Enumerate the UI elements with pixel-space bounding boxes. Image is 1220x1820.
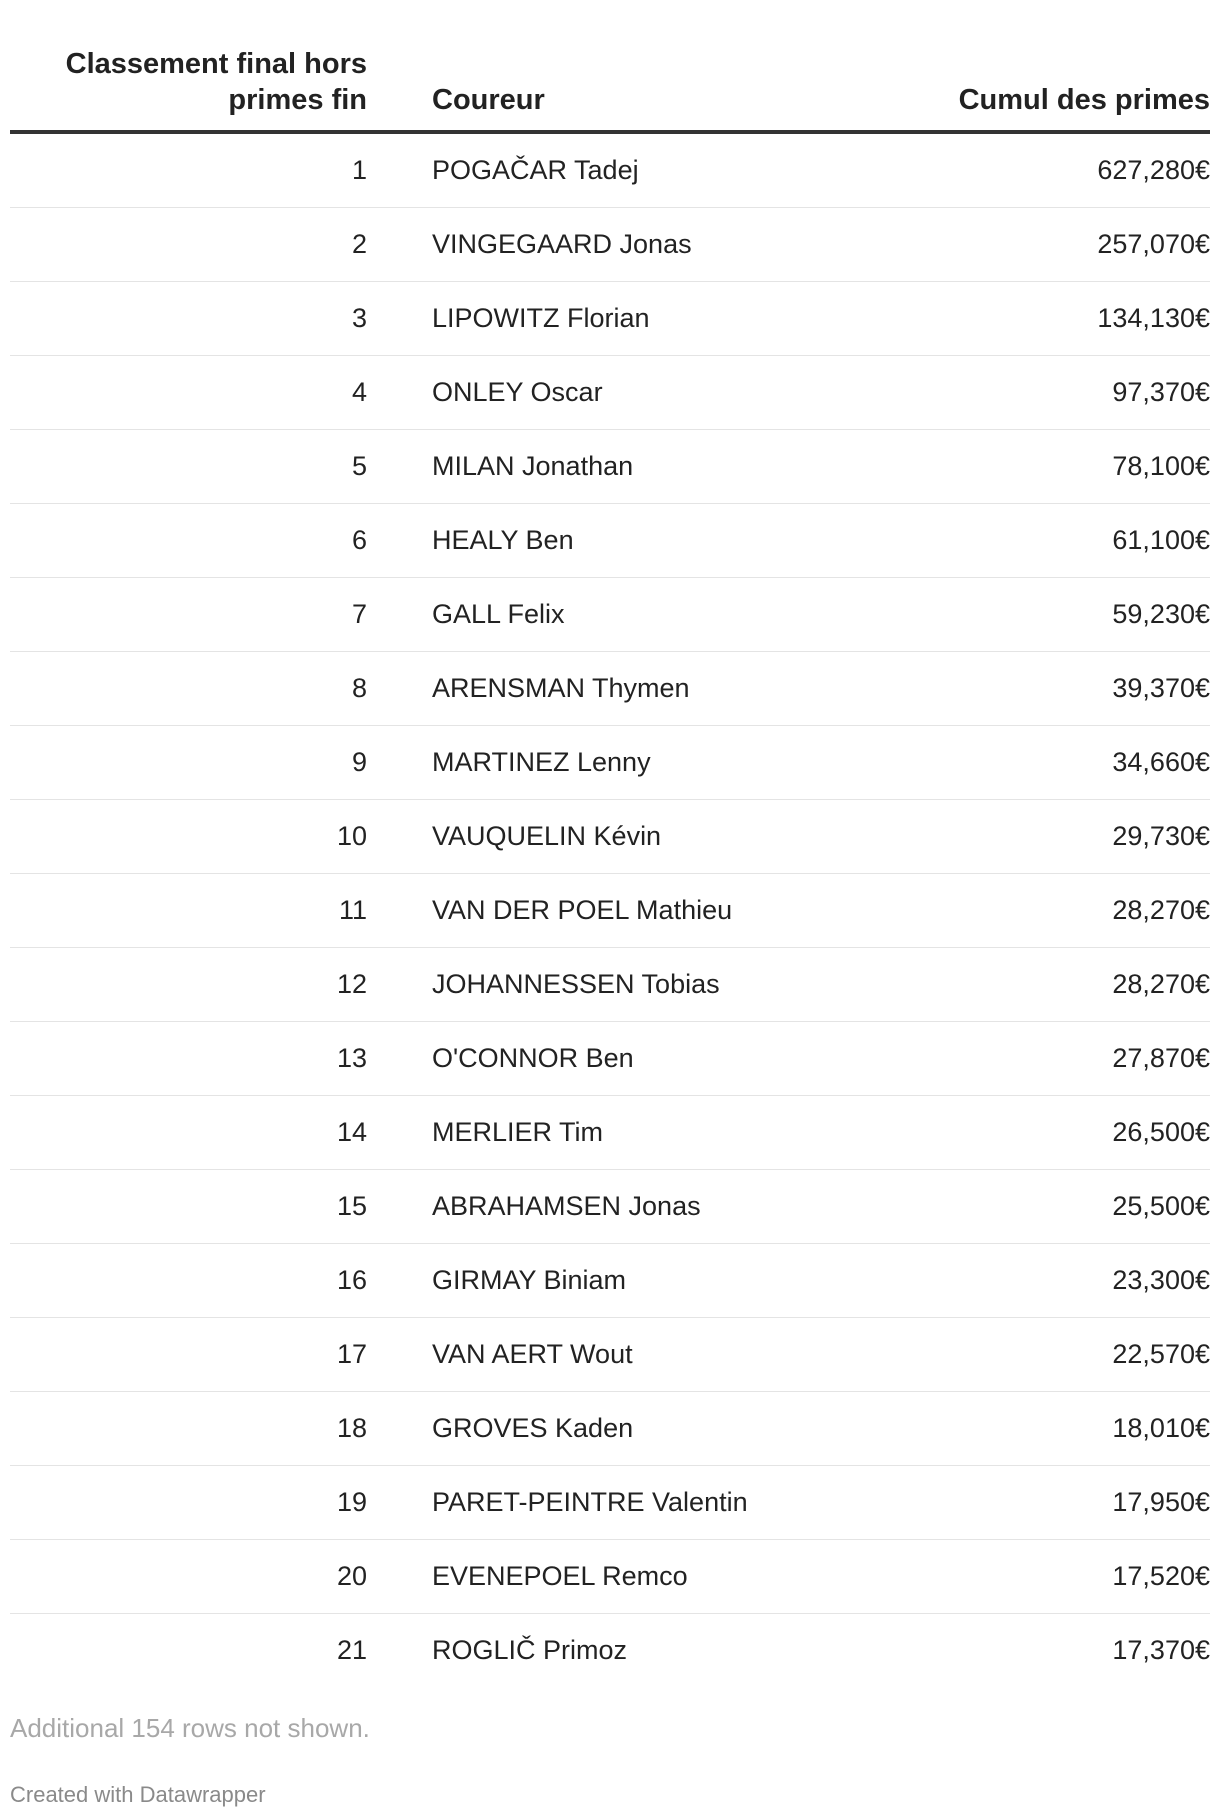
table-row [10,356,1210,430]
prize-cell: 28,270€ [767,874,1210,948]
table-row [10,282,1210,356]
rider-cell: O'CONNOR Ben [367,1022,767,1096]
prize-cell: 17,950€ [767,1466,1210,1540]
table-row [10,652,1210,726]
prize-cell: 34,660€ [767,726,1210,800]
rank-cell: 7 [10,578,367,652]
rider-cell: ABRAHAMSEN Jonas [367,1170,767,1244]
prize-cell: 39,370€ [767,652,1210,726]
table-row [10,504,1210,578]
prize-cell: 17,520€ [767,1540,1210,1614]
table-row [10,800,1210,874]
rider-cell: ARENSMAN Thymen [367,652,767,726]
prize-cell: 29,730€ [767,800,1210,874]
table-row [10,430,1210,504]
rank-cell: 10 [10,800,367,874]
rank-cell: 21 [336,1635,367,1665]
table-row [10,1318,1210,1392]
prize-table [10,40,1210,1687]
rider-cell: ROGLIČ Primoz [432,1635,628,1665]
rider-cell: GIRMAY Biniam [367,1244,767,1318]
rider-cell: MERLIER Tim [367,1096,767,1170]
table-row [10,1096,1210,1170]
table-row [10,726,1210,800]
rank-cell: 5 [10,430,367,504]
table-row [10,578,1210,652]
prize-cell: 17,370€ [1112,1635,1210,1665]
table-row [10,1466,1210,1540]
rank-cell: 9 [10,726,367,800]
table-notes: Additional 154 rows not shown. [10,1713,370,1743]
rider-cell: POGAČAR Tadej [367,132,767,208]
rank-cell: 2 [10,208,367,282]
rider-cell: GROVES Kaden [367,1392,767,1466]
prize-cell: 28,270€ [767,948,1210,1022]
table-row [10,1022,1210,1096]
table-body [10,132,1210,1687]
prize-cell: 627,280€ [767,132,1210,208]
column-header-rank-line1: Classement final hors [65,48,367,80]
rank-cell: 16 [10,1244,367,1318]
table-row [10,208,1210,282]
rank-cell: 17 [10,1318,367,1392]
rank-cell: 3 [10,282,367,356]
rider-cell: VAN AERT Wout [367,1318,767,1392]
rank-cell: 11 [10,874,367,948]
rider-cell: JOHANNESSEN Tobias [367,948,767,1022]
table-row [10,1540,1210,1614]
table-row [10,1614,1210,1688]
prize-cell: 61,100€ [767,504,1210,578]
rank-cell: 18 [10,1392,367,1466]
table-row [10,1244,1210,1318]
rank-cell: 19 [10,1466,367,1540]
table-row [10,1170,1210,1244]
column-header-rank-line2: primes fin [228,84,367,116]
rank-cell: 13 [10,1022,367,1096]
rank-cell: 4 [10,356,367,430]
column-header-rider[interactable]: Coureur [367,40,767,132]
table-row [10,948,1210,1022]
rider-cell: LIPOWITZ Florian [367,282,767,356]
header-row [10,40,1210,132]
table-row [10,1392,1210,1466]
prize-cell: 97,370€ [767,356,1210,430]
prize-cell: 25,500€ [767,1170,1210,1244]
rider-cell: HEALY Ben [367,504,767,578]
rider-cell: GALL Felix [367,578,767,652]
prize-cell: 59,230€ [767,578,1210,652]
rider-cell: MILAN Jonathan [367,430,767,504]
column-header-rank[interactable] [10,40,367,132]
rider-cell: EVENEPOEL Remco [367,1540,767,1614]
credit-link[interactable]: Created with Datawrapper [10,1782,266,1807]
rider-cell: MARTINEZ Lenny [367,726,767,800]
prize-cell: 27,870€ [767,1022,1210,1096]
column-header-prize[interactable]: Cumul des primes [767,40,1210,132]
rank-cell: 8 [10,652,367,726]
rank-cell: 6 [10,504,367,578]
rider-cell: ONLEY Oscar [367,356,767,430]
prize-cell: 78,100€ [767,430,1210,504]
rank-cell: 15 [10,1170,367,1244]
rider-cell: VINGEGAARD Jonas [367,208,767,282]
table-row [10,132,1210,208]
rank-cell: 20 [10,1540,367,1614]
prize-cell: 26,500€ [767,1096,1210,1170]
prize-cell: 22,570€ [767,1318,1210,1392]
rank-cell: 14 [10,1096,367,1170]
prize-cell: 257,070€ [767,208,1210,282]
rider-cell: VAUQUELIN Kévin [367,800,767,874]
rider-cell: PARET-PEINTRE Valentin [367,1466,767,1540]
rank-cell: 12 [10,948,367,1022]
rank-cell: 1 [10,132,367,208]
prize-cell: 23,300€ [767,1244,1210,1318]
prize-cell: 134,130€ [767,282,1210,356]
prize-cell: 18,010€ [767,1392,1210,1466]
rider-cell: VAN DER POEL Mathieu [367,874,767,948]
table-row [10,874,1210,948]
